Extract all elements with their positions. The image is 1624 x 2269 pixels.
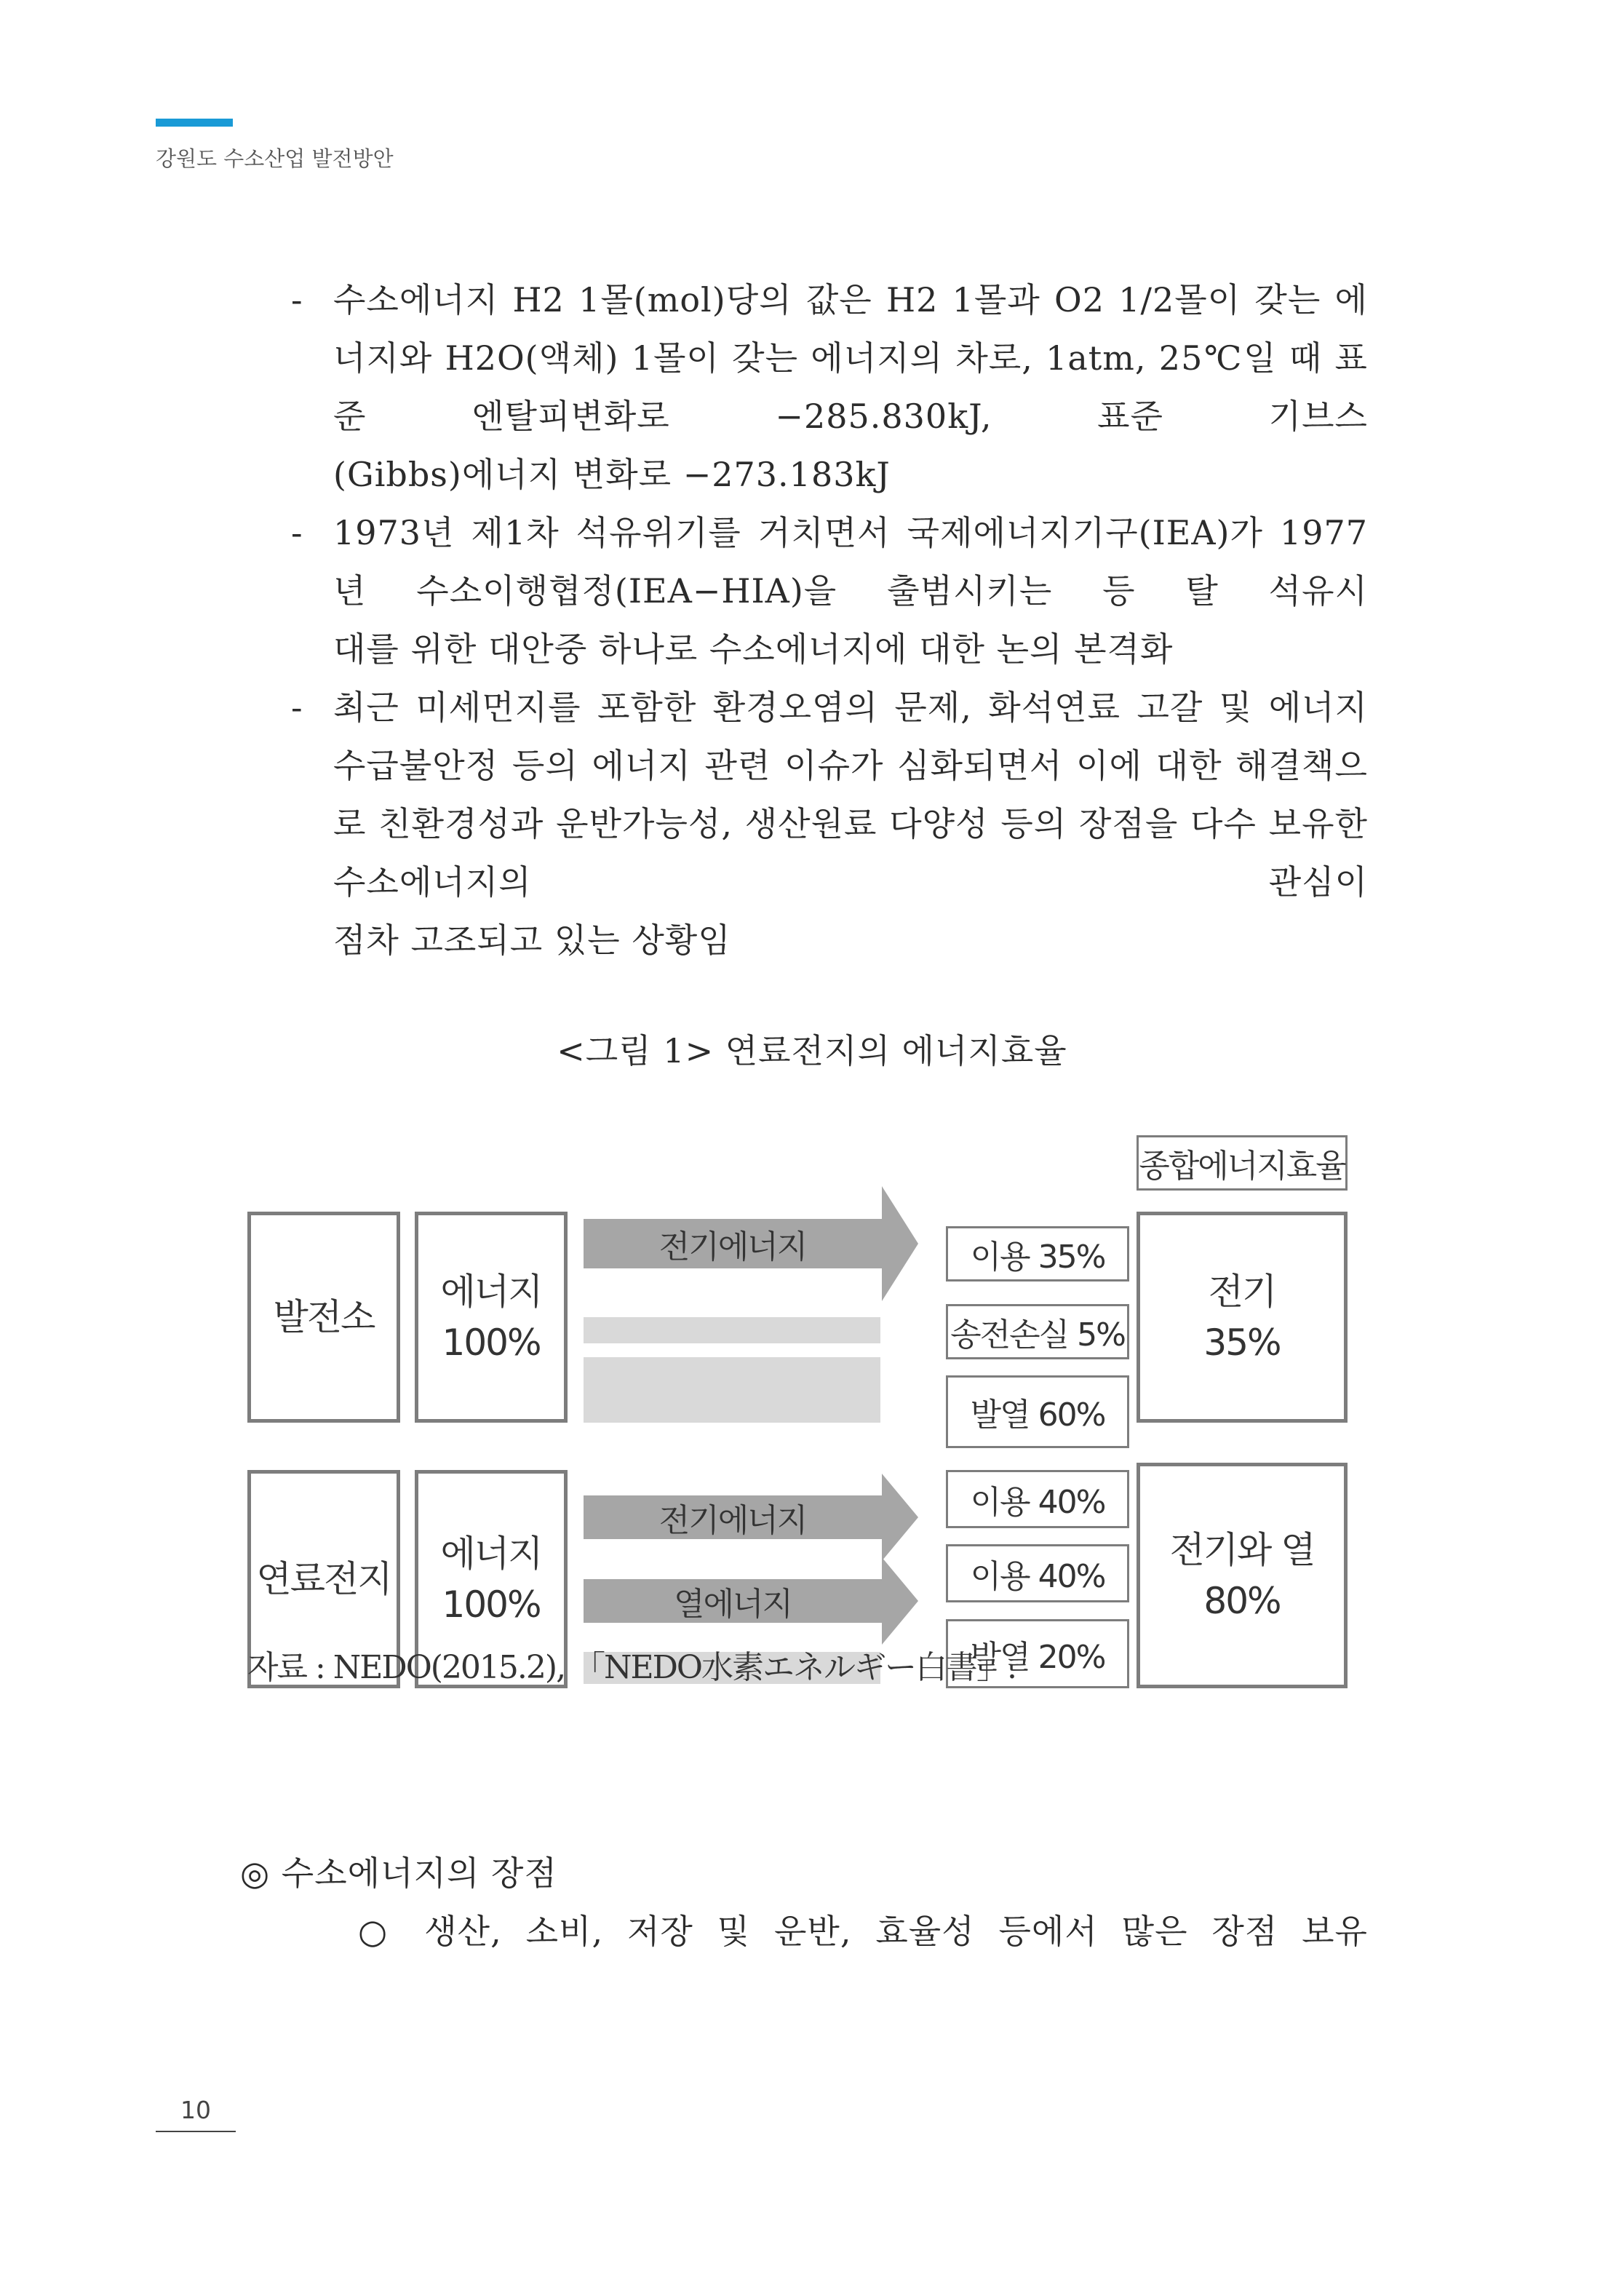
- bullet-dash: -: [291, 688, 303, 727]
- input-value: 100%: [442, 1322, 541, 1364]
- bullet-text-main: 최근 미세먼지를 포함한 환경오염의 문제, 화석연료 고갈 및 에너지 수급불안정 등의 에너지 관련 이슈가 심화되면서 이에 대한 해결책으로 친환경성과 운반가능성, 생산원료 다양성 등의 장점을 다수 보유한 수소에너지의 관심이: [333, 688, 1368, 902]
- bullet-text-last-line: 대를 위한 대안중 하나로 수소에너지에 대한 논의 본격화: [333, 629, 1174, 669]
- section-heading-text: 수소에너지의 장점: [281, 1853, 557, 1893]
- breakdown-use-electric: 이용 40%: [946, 1470, 1129, 1528]
- bullet-text: [333, 504, 1368, 678]
- bullet-text-main: 1973년 제1차 석유위기를 거치면서 국제에너지기구(IEA)가 1977년 수소이행협정(IEA−HIA)을 출범시키는 등 탈 석유시: [333, 513, 1368, 611]
- breakdown-use-heat: 이용 40%: [946, 1544, 1129, 1602]
- breakdown-transmission-loss: 송전손실 5%: [946, 1304, 1129, 1359]
- page-number: 10: [180, 2096, 211, 2124]
- header-accent-bar: [156, 119, 233, 127]
- breakdown-use: 이용 35%: [946, 1226, 1129, 1281]
- bullet-text-main: 수소에너지 H2 1몰(mol)당의 값은 H2 1몰과 O2 1/2몰이 갖는 에너지와 H2O(액체) 1몰이 갖는 에너지의 차로, 1atm, 25℃일 때 표준 엔탈피변화로 −285.830kJ, 표준 기브스: [333, 280, 1368, 436]
- section-heading: [240, 1847, 557, 1895]
- power-plant-input-box: [415, 1212, 568, 1423]
- arrow-label: 전기에너지: [658, 1502, 807, 1539]
- figure-source-note: 자료 : NEDO(2015.2), 「NEDO水素エネルギー白書」.: [247, 1649, 1016, 1686]
- running-header: 강원도 수소산업 발전방안: [156, 146, 394, 171]
- arrow-label: 열에너지: [673, 1586, 792, 1623]
- circle-marker: ○: [358, 1912, 401, 1951]
- result-value: 35%: [1203, 1322, 1281, 1364]
- bullet-text: [333, 678, 1368, 969]
- figure-caption: <그림 1> 연료전지의 에너지효율: [557, 1031, 1067, 1070]
- section-sub-item: [358, 1905, 1368, 1953]
- sub-item-text: 생산, 소비, 저장 및 운반, 효율성 등에서 많은 장점 보유: [424, 1912, 1368, 1951]
- input-value: 100%: [442, 1583, 541, 1626]
- heat-band: [584, 1357, 880, 1423]
- breakdown-heat: 발열 20%: [946, 1619, 1129, 1688]
- fuel-cell-box: 연료전지: [247, 1470, 400, 1688]
- bullet-dash: -: [291, 280, 303, 319]
- result-label: 전기와 열: [1169, 1529, 1315, 1571]
- bullet-text-last-line: (Gibbs)에너지 변화로 −273.183kJ: [333, 455, 891, 494]
- power-plant-box: 발전소: [247, 1212, 400, 1423]
- bullet-item: [291, 271, 1368, 504]
- efficiency-diagram: [247, 1135, 1368, 1710]
- total-efficiency-label: 종합에너지효율: [1137, 1135, 1348, 1191]
- arrow-label: 전기에너지: [658, 1228, 807, 1265]
- double-circle-marker: ◎: [240, 1853, 271, 1893]
- page-number-rule: [156, 2131, 236, 2132]
- bullet-dash: -: [291, 513, 303, 552]
- bullet-list: [291, 271, 1368, 969]
- result-value: 80%: [1203, 1580, 1281, 1622]
- result-label: 전기: [1208, 1271, 1276, 1313]
- bullet-item: [291, 504, 1368, 678]
- electric-energy-arrow: [584, 1474, 918, 1561]
- breakdown-heat: 발열 60%: [946, 1375, 1129, 1448]
- bullet-text-last-line: 점차 고조되고 있는 상황임: [333, 921, 731, 960]
- loss-band: [584, 1317, 880, 1343]
- power-plant-result-box: [1137, 1212, 1348, 1423]
- input-label: 에너지: [440, 1271, 542, 1313]
- heat-energy-arrow: [584, 1557, 918, 1645]
- bullet-item: [291, 678, 1368, 969]
- electric-energy-arrow: [584, 1186, 918, 1301]
- input-label: 에너지: [440, 1533, 542, 1575]
- fuel-cell-result-box: [1137, 1463, 1348, 1688]
- bullet-text: [333, 271, 1368, 504]
